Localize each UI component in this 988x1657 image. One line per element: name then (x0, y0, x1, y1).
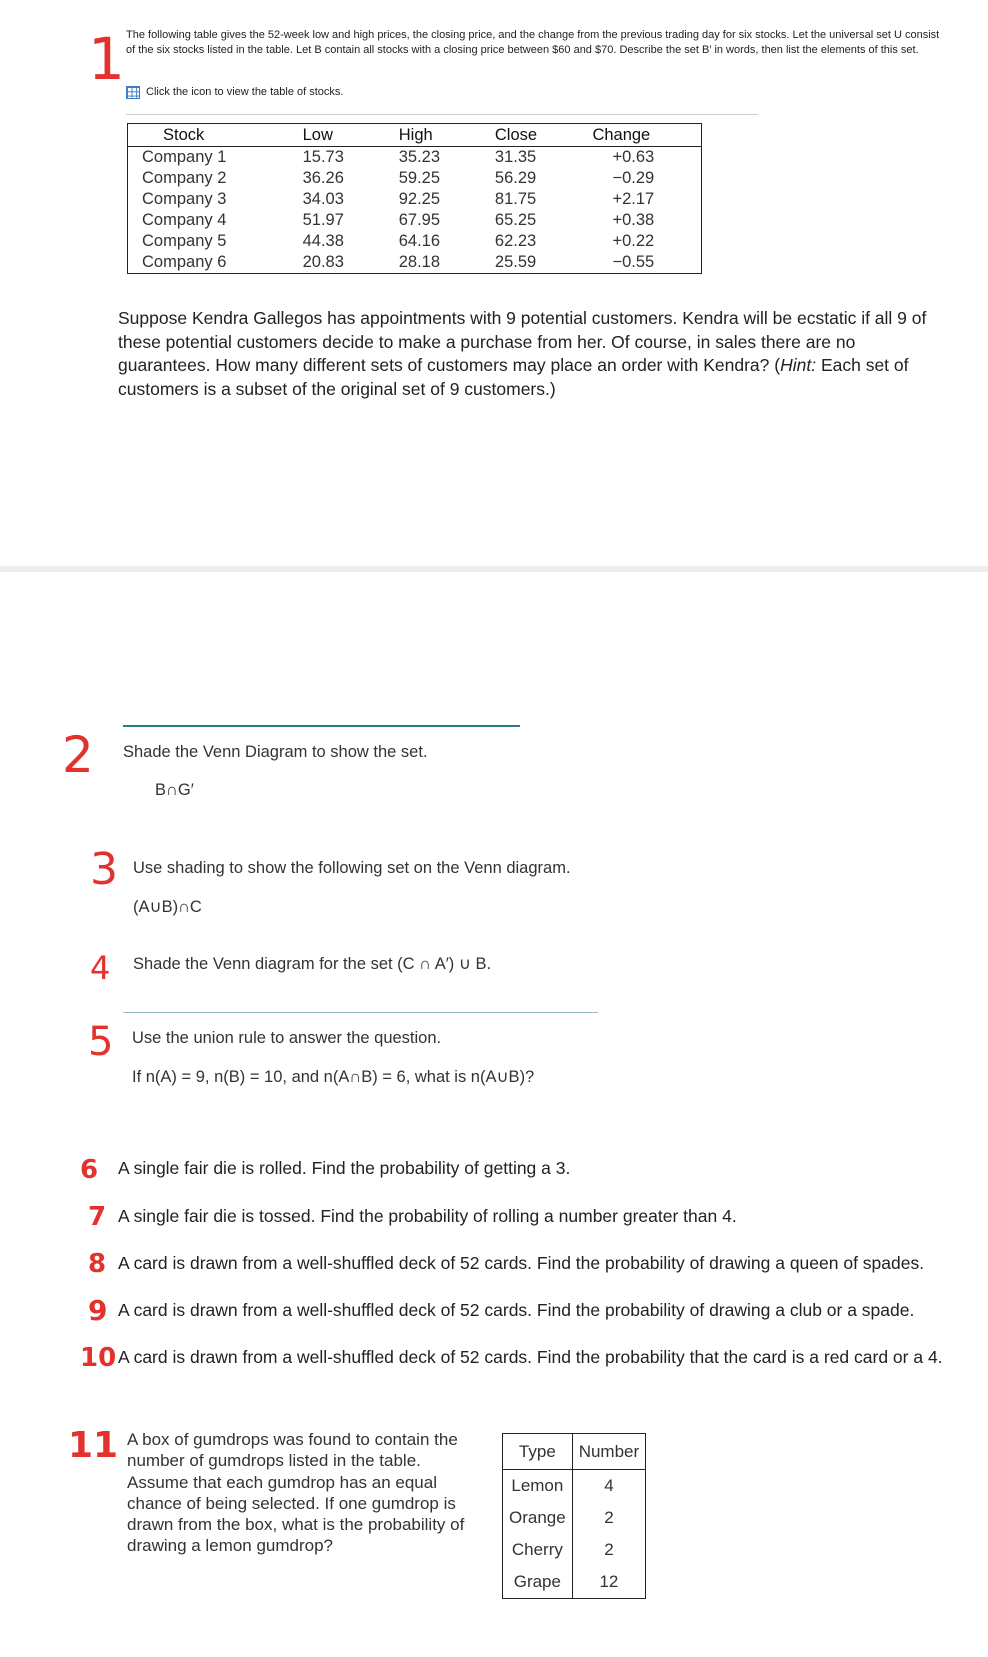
table-cell: +2.17 (612, 190, 655, 208)
table-cell: Company 6 (142, 253, 227, 271)
table-cell: 15.73 (302, 148, 344, 166)
table-cell: +0.22 (612, 232, 655, 250)
col-header: Low (283, 124, 379, 147)
q5-question: If n(A) = 9, n(B) = 10, and n(A∩B) = 6, what is n(A∪B)? (132, 1068, 535, 1086)
table-cell: 35.23 (398, 148, 441, 166)
table-cell: 67.95 (398, 211, 441, 229)
table-cell: 44.38 (302, 232, 344, 250)
table-cell: −0.29 (612, 169, 655, 187)
section-separator (0, 566, 988, 572)
kendra-text-end: Each set of customers is a subset of the original set of 9 customers.) (118, 355, 909, 399)
q8-text: A card is drawn from a well-shuffled deck of 52 cards. Find the probability of drawing a queen of spades. (118, 1253, 925, 1273)
table-cell: 62.23 (494, 232, 537, 250)
stocks-table (127, 123, 702, 274)
col-header: Change (572, 124, 701, 147)
table-row (128, 189, 702, 210)
teal-rule (123, 725, 520, 727)
col-header: Number (572, 1434, 645, 1470)
table-row (128, 252, 702, 274)
table-row (503, 1502, 646, 1534)
kendra-text: Suppose Kendra Gallegos has appointments with 9 potential customers. Kendra will be ecstatic if all 9 of these potential customers decide to make a purchase from her. Of course, in sales there are no guarantees. How many different sets of customers may place an order with Kendra? ( (118, 308, 927, 375)
marker-10: 10 (80, 1343, 117, 1373)
divider (126, 114, 758, 115)
marker-1: 1 (88, 25, 125, 93)
table-cell: Company 5 (142, 232, 227, 250)
table-cell: 56.29 (494, 169, 537, 187)
marker-4: 4 (90, 949, 111, 987)
q5-text: Use the union rule to answer the question. (132, 1029, 442, 1047)
q11-text: A box of gumdrops was found to contain the number of gumdrops listed in the table. Assume that each gumdrop has an equal chance of being selected. If one gumdrop is drawn from the box, what is the probability of drawing a lemon gumdrop? (127, 1430, 465, 1556)
divider (123, 1012, 598, 1013)
table-cell: 59.25 (398, 169, 441, 187)
table-row (128, 210, 702, 231)
col-header: Close (475, 124, 573, 147)
q2-text: Shade the Venn Diagram to show the set. (123, 743, 428, 761)
table-row (503, 1470, 646, 1503)
hint-label: Hint: (780, 355, 817, 375)
table-cell: Company 4 (142, 211, 227, 229)
q4-text: Shade the Venn diagram for the set (C ∩ A′) ∪ B. (133, 955, 492, 973)
table-cell: 31.35 (494, 148, 537, 166)
table-row (503, 1534, 646, 1566)
marker-3: 3 (90, 844, 118, 895)
table-link[interactable] (126, 85, 343, 100)
table-cell: Cherry (503, 1534, 573, 1566)
table-icon[interactable] (126, 86, 140, 99)
marker-7: 7 (88, 1202, 107, 1232)
marker-5: 5 (88, 1019, 114, 1065)
q3-text: Use shading to show the following set on the Venn diagram. (133, 859, 571, 877)
table-cell: Company 3 (142, 190, 227, 208)
table-cell: 28.18 (398, 253, 441, 271)
table-cell: Grape (503, 1566, 573, 1599)
table-cell: Lemon (503, 1470, 573, 1503)
table-cell: Company 1 (142, 148, 227, 166)
q3-set: (A∪B)∩C (133, 898, 202, 916)
marker-2: 2 (62, 726, 94, 784)
q6-text: A single fair die is rolled. Find the probability of getting a 3. (118, 1158, 571, 1178)
q1-text: The following table gives the 52-week low and high prices, the closing price, and the change from the previous trading day for six stocks. Let the universal set U consist of the six stocks listed in the table. Let B contain all stocks with a closing price between $60 and $70. Describe the set B′ in words, then list the elements of this set. (126, 29, 940, 56)
table-cell: 51.97 (302, 211, 344, 229)
table-cell: 20.83 (302, 253, 344, 271)
table-cell: 12 (572, 1566, 645, 1599)
col-header: High (379, 124, 475, 147)
marker-11: 11 (68, 1425, 119, 1466)
col-header: Stock (128, 124, 283, 147)
table-cell: +0.63 (612, 148, 655, 166)
q9-text: A card is drawn from a well-shuffled deck of 52 cards. Find the probability of drawing a club or a spade. (118, 1300, 915, 1320)
table-cell: +0.38 (612, 211, 655, 229)
table-cell: 25.59 (494, 253, 537, 271)
table-row (128, 168, 702, 189)
table-cell: 4 (572, 1470, 645, 1503)
q2-set: B∩G′ (155, 781, 194, 799)
table-cell: Orange (503, 1502, 573, 1534)
q1-kendra (118, 307, 928, 401)
table-cell: 92.25 (398, 190, 441, 208)
table-cell: 2 (572, 1502, 645, 1534)
table-link-label: Click the icon to view the table of stocks. (146, 86, 344, 98)
table-cell: −0.55 (612, 253, 655, 271)
marker-6: 6 (80, 1155, 99, 1185)
table-row (128, 147, 702, 169)
q10-text: A card is drawn from a well-shuffled deck of 52 cards. Find the probability that the card is a red card or a 4. (118, 1347, 943, 1367)
table-cell: 65.25 (494, 211, 537, 229)
table-cell: 2 (572, 1534, 645, 1566)
col-header: Type (503, 1434, 573, 1470)
gumdrop-table (502, 1433, 646, 1599)
table-cell: Company 2 (142, 169, 227, 187)
table-cell: 81.75 (494, 190, 537, 208)
table-cell: 36.26 (302, 169, 344, 187)
marker-8: 8 (88, 1249, 107, 1279)
marker-9: 9 (88, 1294, 108, 1327)
table-row (128, 231, 702, 252)
table-cell: 64.16 (398, 232, 441, 250)
table-cell: 34.03 (302, 190, 344, 208)
q7-text: A single fair die is tossed. Find the probability of rolling a number greater than 4. (118, 1206, 737, 1226)
table-row (503, 1566, 646, 1599)
